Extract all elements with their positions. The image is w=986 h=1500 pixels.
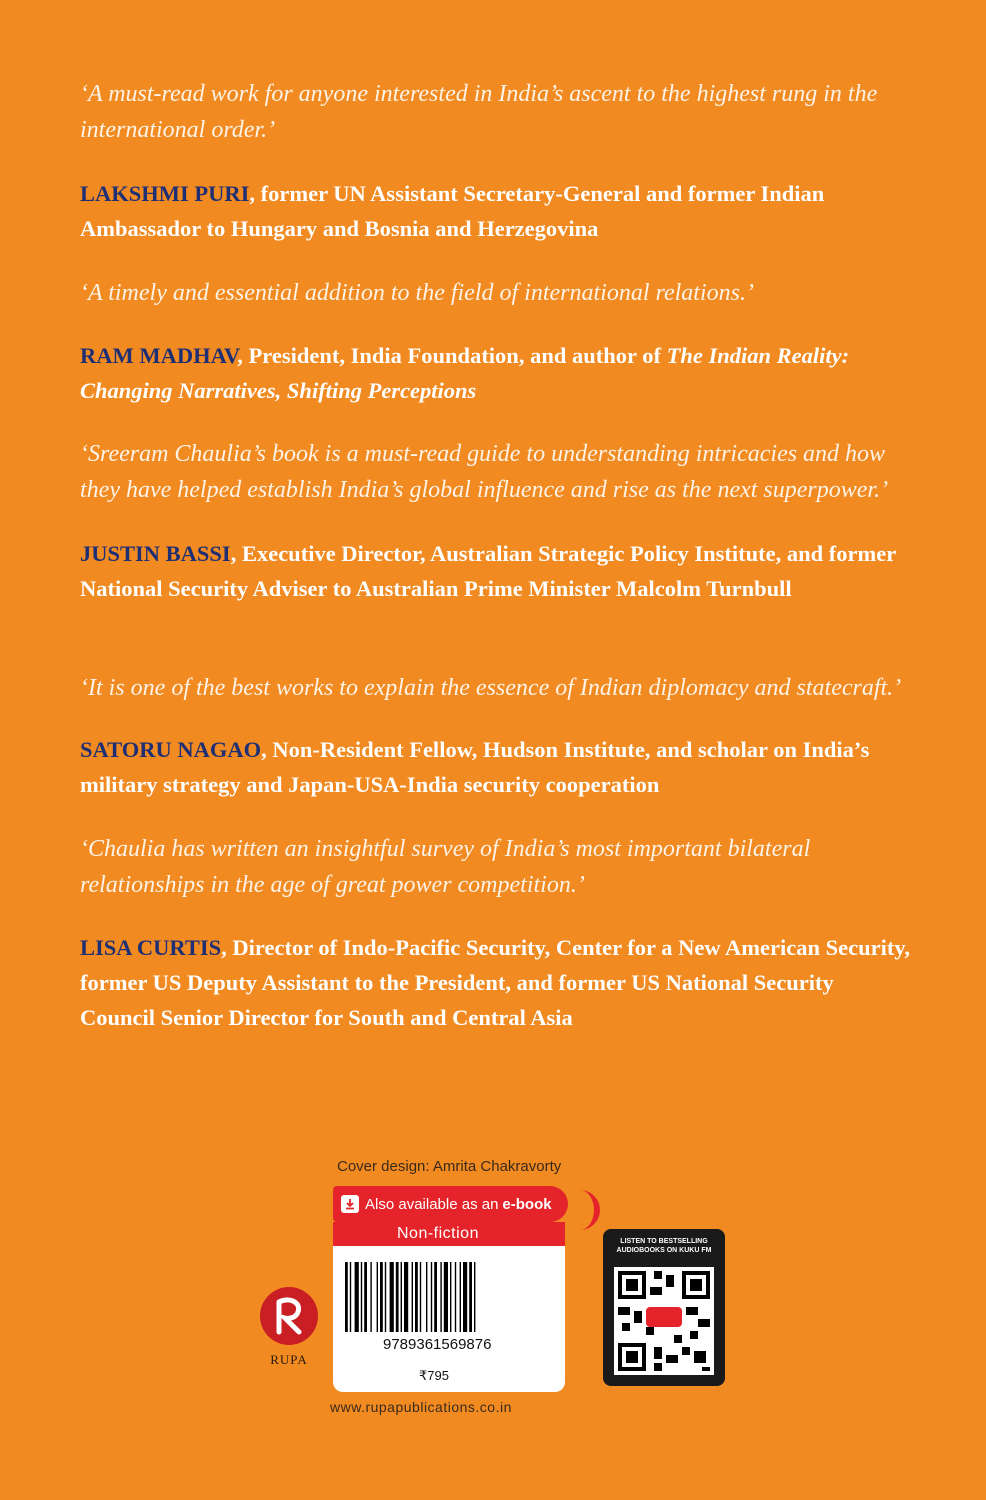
barcode-bar (420, 1262, 421, 1332)
barcode-bar (460, 1262, 461, 1332)
blurb-quote-5: ‘Chaulia has written an insightful survey of India’s most important bilateral relationships in the age of great power competition.’ (80, 836, 811, 898)
endorser-name: SATORU NAGAO (80, 737, 262, 762)
barcode-bar (463, 1262, 467, 1332)
barcode-bar (469, 1262, 472, 1332)
barcode-bar (434, 1262, 437, 1332)
barcode-bar (412, 1262, 413, 1332)
barcode-bar (455, 1262, 456, 1332)
blurb-quote-1: ‘A must-read work for anyone interested in India’s ascent to the highest rung in the international order.’ (80, 81, 878, 143)
barcode-bar (380, 1262, 383, 1332)
blurb-attribution-2 (80, 338, 910, 408)
book-title: The Indian Reality: Changing Narratives, Shifting Perceptions (80, 343, 850, 403)
blurb-attribution-4 (80, 732, 910, 802)
endorser-name: LAKSHMI PURI (80, 181, 250, 206)
qr-code-icon (614, 1267, 714, 1375)
barcode-bar (404, 1262, 408, 1332)
endorser-role: , Executive Director, Australian Strategic Policy Institute, and former National Security Adviser to Australian Prime Minister Malcolm Turnbull (80, 541, 896, 601)
barcode-bar (440, 1262, 441, 1332)
barcode-bar (350, 1262, 351, 1332)
barcode-bar (401, 1262, 402, 1332)
download-icon (341, 1195, 359, 1213)
barcode-bar (364, 1262, 367, 1332)
endorser-role: , Non-Resident Fellow, Hudson Institute, and scholar on India’s military strategy and Japan-USA-India security cooperation (80, 737, 870, 797)
price: ₹795 (419, 1368, 449, 1383)
isbn-number: 9789361569876 (383, 1336, 492, 1353)
publisher-name: RUPA (270, 1352, 308, 1367)
barcode-bar (444, 1262, 448, 1332)
blurb-attribution-3 (80, 536, 910, 606)
blurb-quote-4: ‘It is one of the best works to explain the essence of Indian diplomacy and statecraft.’ (80, 675, 902, 701)
publisher-website: www.rupapublications.co.in (330, 1399, 512, 1415)
endorser-name: LISA CURTIS (80, 935, 222, 960)
barcode-card (333, 1222, 565, 1392)
endorser-role: , President, India Foundation, and author of (237, 343, 667, 368)
endorser-name: RAM MADHAV (80, 343, 238, 368)
barcode-bar (370, 1262, 371, 1332)
audiobook-promo-text: LISTEN TO BESTSELLING AUDIOBOOKS ON KUKU FM (616, 1238, 712, 1254)
blurb-quote-3: ‘Sreeram Chaulia’s book is a must-read guide to understanding intricacies and how they have helped establish India’s global influence and rise as the next superpower.’ (80, 441, 889, 503)
barcode-bar (385, 1262, 386, 1332)
rupa-logo-icon (259, 1286, 319, 1346)
ebook-text-bold: e-book (502, 1195, 552, 1213)
barcode (343, 1262, 555, 1332)
blurb-attribution-1 (80, 176, 910, 246)
barcode-bar (415, 1262, 418, 1332)
endorser-role: , former UN Assistant Secretary-General and former Indian Ambassador to Hungary and Bosnia and Herzegovina (80, 181, 825, 241)
ebook-text: Also available as an (365, 1195, 499, 1213)
barcode-bar (431, 1262, 432, 1332)
ebook-banner (333, 1186, 568, 1222)
barcode-bar (426, 1262, 427, 1332)
publisher-logo (258, 1286, 320, 1368)
endorser-role: , Director of Indo-Pacific Security, Center for a New American Security, former US Deputy Assistant to the President, and former US National Security Council Senior Director for South and Central Asia (80, 935, 910, 1030)
barcode-bar (396, 1262, 399, 1332)
blurb-attribution-5 (80, 930, 910, 1035)
cover-design-credit: Cover design: Amrita Chakravorty (337, 1158, 562, 1175)
barcode-bar (377, 1262, 378, 1332)
barcode-bar (345, 1262, 348, 1332)
barcode-bar (474, 1262, 475, 1332)
blurb-quote-2: ‘A timely and essential addition to the field of international relations.’ (80, 280, 754, 306)
barcode-bar (361, 1262, 362, 1332)
barcode-bar (355, 1262, 359, 1332)
barcode-bar (390, 1262, 394, 1332)
genre-label: Non-fiction (333, 1222, 565, 1246)
endorser-name: JUSTIN BASSI (80, 541, 231, 566)
barcode-bar (450, 1262, 451, 1332)
kuku-fm-qr-panel (603, 1229, 725, 1386)
